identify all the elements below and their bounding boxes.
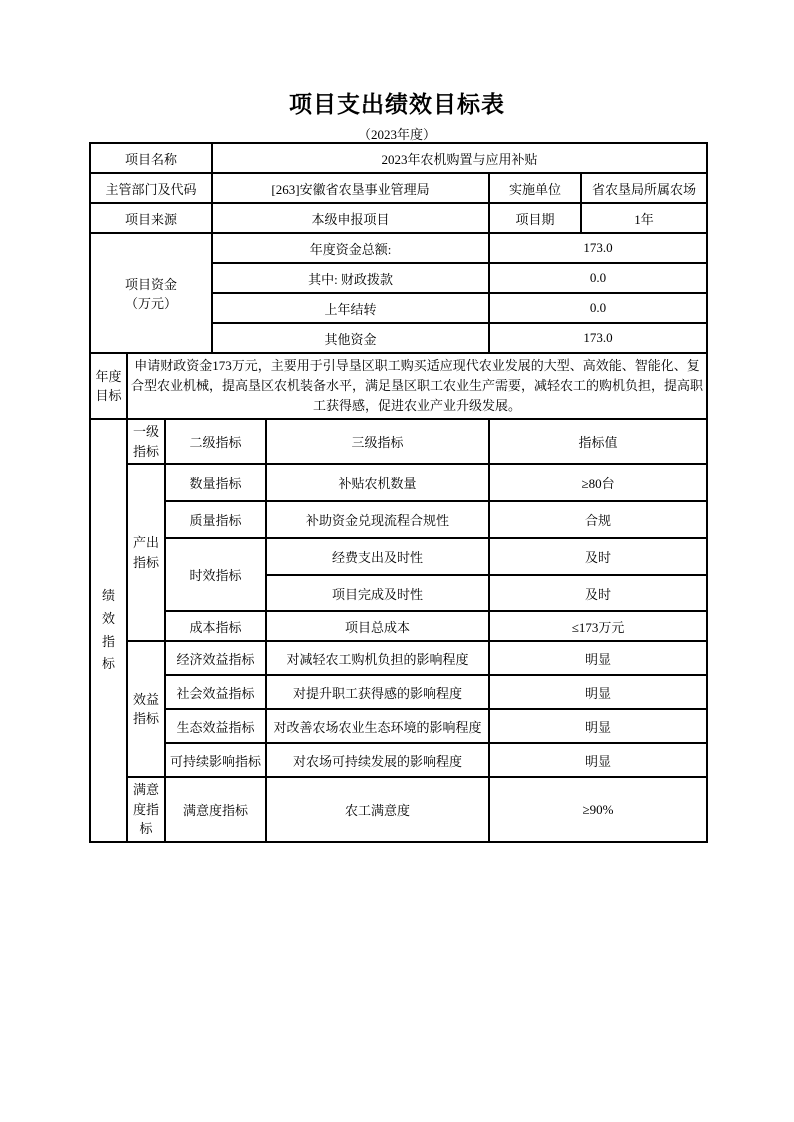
l3-sustainable: 对农场可持续发展的影响程度 — [266, 743, 489, 777]
value-quality: 合规 — [489, 501, 707, 538]
l2-sustainable: 可持续影响指标 — [165, 743, 266, 777]
value-economic: 明显 — [489, 641, 707, 675]
row-indicator-header — [90, 419, 707, 464]
indicator-row — [90, 675, 707, 709]
indicator-row — [90, 538, 707, 575]
row-funds-total — [90, 233, 707, 263]
header-l1-text: 一级指标 — [132, 424, 159, 459]
header-value: 指标值 — [489, 419, 707, 464]
row-source — [90, 203, 707, 233]
impl-unit-label: 实施单位 — [489, 173, 581, 203]
l2-cost: 成本指标 — [165, 611, 266, 641]
page-title: 项目支出绩效目标表 — [289, 92, 505, 117]
performance-target-table — [89, 142, 708, 843]
department-value: [263]安徽省农垦事业管理局 — [212, 173, 489, 203]
row-annual-goal — [90, 353, 707, 419]
value-completion-timeliness: 及时 — [489, 575, 707, 611]
project-name-value: 2023年农机购置与应用补贴 — [212, 143, 707, 173]
group-output — [127, 464, 165, 641]
l2-economic: 经济效益指标 — [165, 641, 266, 675]
group-output-text: 产出指标 — [132, 535, 159, 570]
indicator-row — [90, 777, 707, 842]
indicator-row — [90, 743, 707, 777]
funds-label-line2: （万元） — [125, 296, 178, 311]
annual-goal-label-text: 年度目标 — [95, 368, 122, 404]
indicator-row — [90, 641, 707, 675]
period-label: 项目期 — [489, 203, 581, 233]
l3-quantity: 补贴农机数量 — [266, 464, 489, 501]
indicator-row — [90, 709, 707, 743]
funds-carryover-value: 0.0 — [489, 293, 707, 323]
l3-economic: 对减轻农工购机负担的影响程度 — [266, 641, 489, 675]
source-label: 项目来源 — [90, 203, 212, 233]
l2-social: 社会效益指标 — [165, 675, 266, 709]
period-value: 1年 — [581, 203, 707, 233]
l3-quality: 补助资金兑现流程合规性 — [266, 501, 489, 538]
value-cost: ≤173万元 — [489, 611, 707, 641]
row-department — [90, 173, 707, 203]
group-satisfaction — [127, 777, 165, 842]
project-name-label: 项目名称 — [90, 143, 212, 173]
header-l2: 二级指标 — [165, 419, 266, 464]
l3-cost: 项目总成本 — [266, 611, 489, 641]
annual-goal-label — [90, 353, 127, 419]
l3-social: 对提升职工获得感的影响程度 — [266, 675, 489, 709]
l2-quality: 质量指标 — [165, 501, 266, 538]
value-ecological: 明显 — [489, 709, 707, 743]
value-expense-timeliness: 及时 — [489, 538, 707, 575]
indicator-row — [90, 501, 707, 538]
l3-satisfaction: 农工满意度 — [266, 777, 489, 842]
annual-goal-text: 申请财政资金173万元，主要用于引导垦区职工购买适应现代农业发展的大型、高效能、智能化、复合型农业机械，提高垦区农机装备水平，满足垦区职工农业生产需要，减轻农工的购机负担，提高职工获得感，促进农业产业升级发展。 — [127, 353, 707, 419]
funds-carryover-name: 上年结转 — [212, 293, 489, 323]
header-l3: 三级指标 — [266, 419, 489, 464]
value-satisfaction: ≥90% — [489, 777, 707, 842]
l2-satisfaction: 满意度指标 — [165, 777, 266, 842]
page-subtitle: （2023年度） — [357, 127, 436, 142]
l3-expense-timeliness: 经费支出及时性 — [266, 538, 489, 575]
funds-other-name: 其他资金 — [212, 323, 489, 353]
value-social: 明显 — [489, 675, 707, 709]
department-label: 主管部门及代码 — [90, 173, 212, 203]
group-benefit — [127, 641, 165, 777]
group-benefit-text: 效益指标 — [132, 691, 159, 727]
indicator-row — [90, 611, 707, 641]
l2-timeliness: 时效指标 — [165, 538, 266, 611]
funds-fiscal-value: 0.0 — [489, 263, 707, 293]
value-sustainable: 明显 — [489, 743, 707, 777]
funds-label-line1: 项目资金 — [125, 277, 178, 292]
l2-ecological: 生态效益指标 — [165, 709, 266, 743]
funds-total-name: 年度资金总额: — [212, 233, 489, 263]
funds-fiscal-name: 其中: 财政拨款 — [212, 263, 489, 293]
indicator-row — [90, 464, 707, 501]
source-value: 本级申报项目 — [212, 203, 489, 233]
funds-label — [90, 233, 212, 353]
header-l1 — [127, 419, 165, 464]
l3-completion-timeliness: 项目完成及时性 — [266, 575, 489, 611]
indicators-group-label-text: 绩效指标 — [101, 588, 115, 672]
funds-total-value: 173.0 — [489, 233, 707, 263]
l2-quantity: 数量指标 — [165, 464, 266, 501]
value-quantity: ≥80台 — [489, 464, 707, 501]
group-satisfaction-text: 满意度指标 — [132, 782, 159, 837]
indicators-group-label — [90, 419, 127, 842]
l3-ecological: 对改善农场农业生态环境的影响程度 — [266, 709, 489, 743]
impl-unit-value: 省农垦局所属农场 — [581, 173, 707, 203]
funds-other-value: 173.0 — [489, 323, 707, 353]
row-project-name — [90, 143, 707, 173]
